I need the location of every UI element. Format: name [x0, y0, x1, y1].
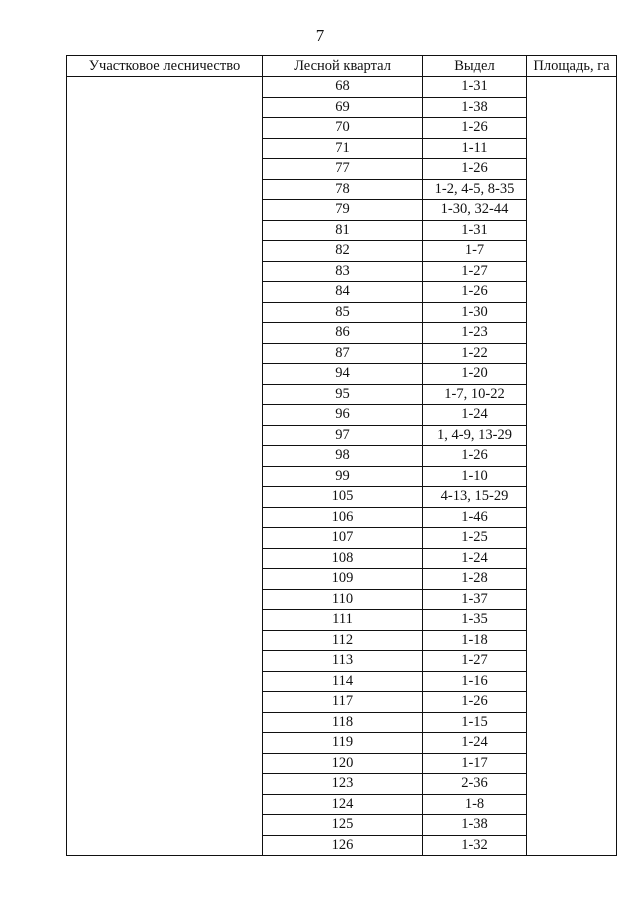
vydel-cell: 1-8 [423, 794, 527, 815]
kvartal-cell: 120 [263, 753, 423, 774]
table-row [67, 77, 617, 98]
forest-plots-table [66, 55, 617, 856]
kvartal-cell: 71 [263, 138, 423, 159]
vydel-cell: 1-28 [423, 569, 527, 590]
kvartal-cell: 126 [263, 835, 423, 856]
vydel-cell: 1-22 [423, 343, 527, 364]
table-body [67, 77, 617, 856]
table-header-row [67, 56, 617, 77]
header-ploshchad: Площадь, га [527, 56, 617, 77]
kvartal-cell: 86 [263, 323, 423, 344]
kvartal-cell: 117 [263, 692, 423, 713]
vydel-cell: 1-24 [423, 733, 527, 754]
kvartal-cell: 84 [263, 282, 423, 303]
kvartal-cell: 96 [263, 405, 423, 426]
kvartal-cell: 106 [263, 507, 423, 528]
vydel-cell: 1-27 [423, 651, 527, 672]
kvartal-cell: 119 [263, 733, 423, 754]
vydel-cell: 1-25 [423, 528, 527, 549]
kvartal-cell: 69 [263, 97, 423, 118]
kvartal-cell: 110 [263, 589, 423, 610]
vydel-cell: 1-7 [423, 241, 527, 262]
vydel-cell: 1-15 [423, 712, 527, 733]
vydel-cell: 1-38 [423, 815, 527, 836]
vydel-cell: 1-32 [423, 835, 527, 856]
kvartal-cell: 87 [263, 343, 423, 364]
ploshchad-cell [527, 77, 617, 856]
vydel-cell: 2-36 [423, 774, 527, 795]
kvartal-cell: 83 [263, 261, 423, 282]
vydel-cell: 1-20 [423, 364, 527, 385]
vydel-cell: 1-30, 32-44 [423, 200, 527, 221]
vydel-cell: 1-38 [423, 97, 527, 118]
kvartal-cell: 78 [263, 179, 423, 200]
kvartal-cell: 68 [263, 77, 423, 98]
vydel-cell: 1-16 [423, 671, 527, 692]
vydel-cell: 1-10 [423, 466, 527, 487]
vydel-cell: 1-26 [423, 159, 527, 180]
vydel-cell: 1-26 [423, 282, 527, 303]
vydel-cell: 1-2, 4-5, 8-35 [423, 179, 527, 200]
kvartal-cell: 108 [263, 548, 423, 569]
vydel-cell: 1-18 [423, 630, 527, 651]
kvartal-cell: 97 [263, 425, 423, 446]
vydel-cell: 1-11 [423, 138, 527, 159]
header-lesnoy-kvartal: Лесной квартал [263, 56, 423, 77]
kvartal-cell: 95 [263, 384, 423, 405]
vydel-cell: 4-13, 15-29 [423, 487, 527, 508]
kvartal-cell: 125 [263, 815, 423, 836]
vydel-cell: 1-17 [423, 753, 527, 774]
kvartal-cell: 82 [263, 241, 423, 262]
kvartal-cell: 79 [263, 200, 423, 221]
kvartal-cell: 77 [263, 159, 423, 180]
kvartal-cell: 85 [263, 302, 423, 323]
kvartal-cell: 107 [263, 528, 423, 549]
vydel-cell: 1-31 [423, 77, 527, 98]
vydel-cell: 1-7, 10-22 [423, 384, 527, 405]
vydel-cell: 1-23 [423, 323, 527, 344]
kvartal-cell: 112 [263, 630, 423, 651]
kvartal-cell: 118 [263, 712, 423, 733]
vydel-cell: 1, 4-9, 13-29 [423, 425, 527, 446]
kvartal-cell: 70 [263, 118, 423, 139]
header-uchastkovoe-lesnichestvo: Участковое лесничество [67, 56, 263, 77]
kvartal-cell: 81 [263, 220, 423, 241]
kvartal-cell: 123 [263, 774, 423, 795]
vydel-cell: 1-26 [423, 118, 527, 139]
kvartal-cell: 94 [263, 364, 423, 385]
vydel-cell: 1-24 [423, 548, 527, 569]
page-number: 7 [315, 26, 325, 45]
vydel-cell: 1-26 [423, 446, 527, 467]
vydel-cell: 1-46 [423, 507, 527, 528]
header-vydel: Выдел [423, 56, 527, 77]
vydel-cell: 1-37 [423, 589, 527, 610]
vydel-cell: 1-27 [423, 261, 527, 282]
vydel-cell: 1-24 [423, 405, 527, 426]
vydel-cell: 1-26 [423, 692, 527, 713]
vydel-cell: 1-35 [423, 610, 527, 631]
vydel-cell: 1-31 [423, 220, 527, 241]
kvartal-cell: 109 [263, 569, 423, 590]
lesnichestvo-cell [67, 77, 263, 856]
kvartal-cell: 111 [263, 610, 423, 631]
kvartal-cell: 124 [263, 794, 423, 815]
kvartal-cell: 99 [263, 466, 423, 487]
kvartal-cell: 113 [263, 651, 423, 672]
kvartal-cell: 105 [263, 487, 423, 508]
kvartal-cell: 98 [263, 446, 423, 467]
kvartal-cell: 114 [263, 671, 423, 692]
vydel-cell: 1-30 [423, 302, 527, 323]
